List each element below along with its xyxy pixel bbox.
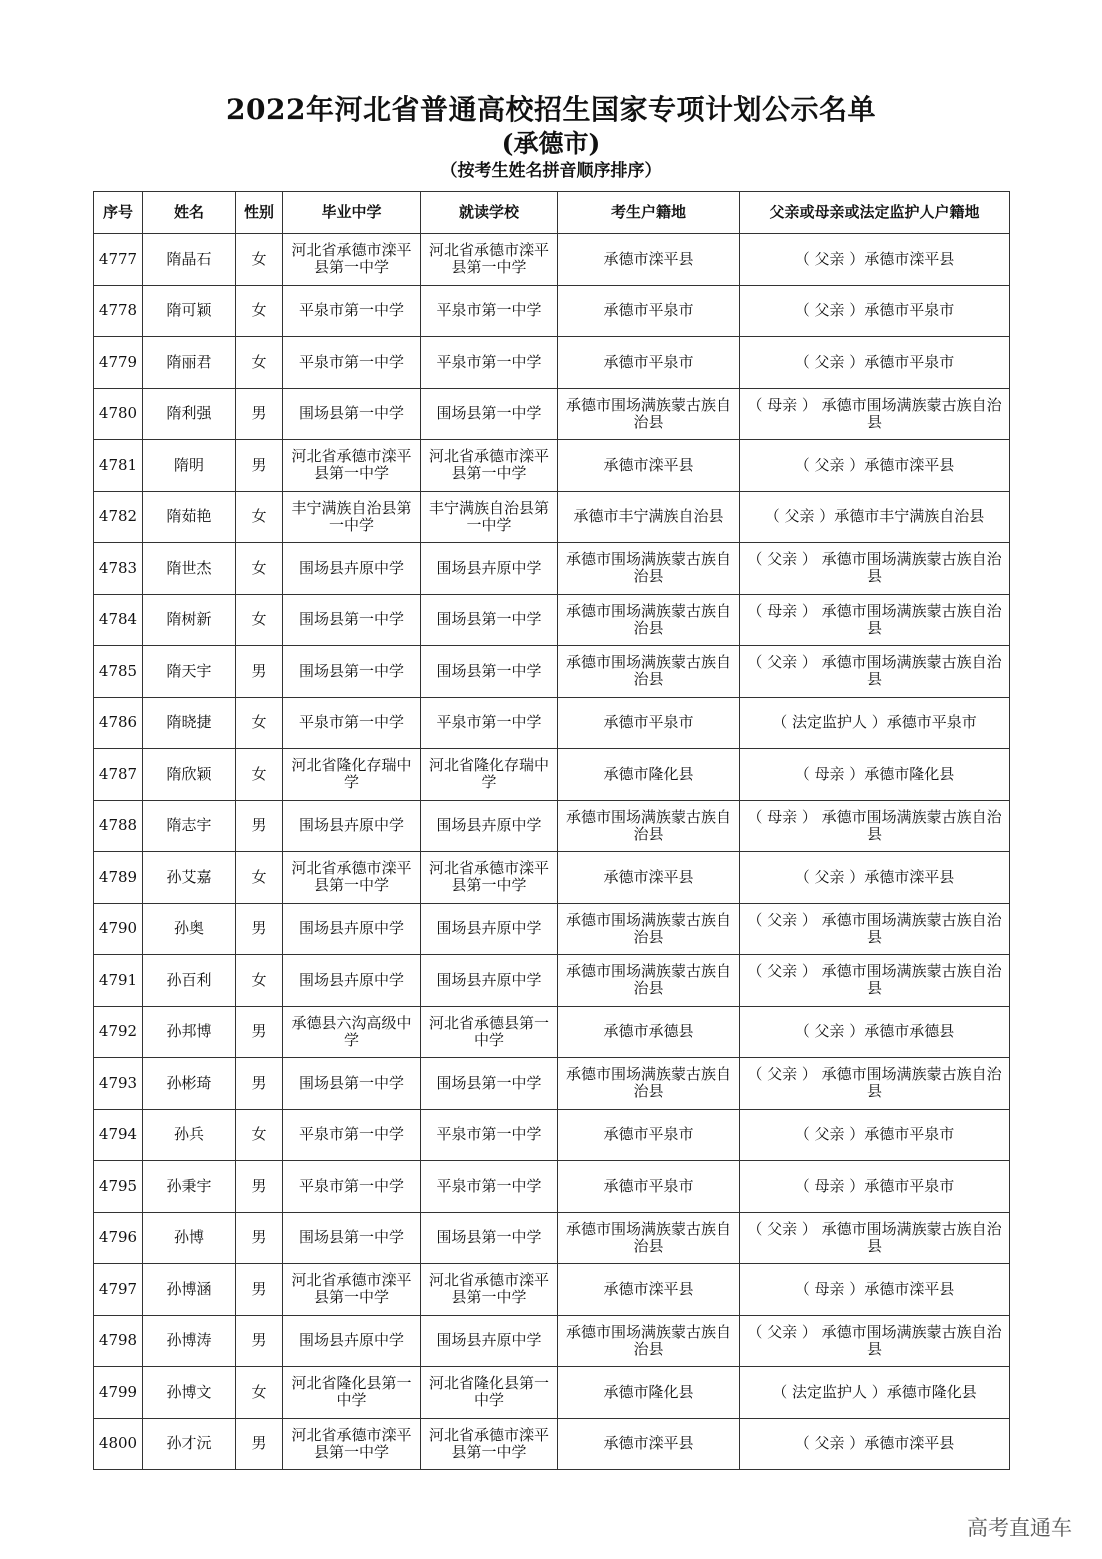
table-row bbox=[94, 388, 1010, 440]
cell-serial: 4780 bbox=[94, 388, 143, 440]
cell-gender: 女 bbox=[236, 749, 283, 801]
watermark-text: 高考直通车 bbox=[967, 1516, 1072, 1540]
cell-graduation-school: 围场县卉原中学 bbox=[283, 955, 421, 1007]
cell-graduation-school: 围场县第一中学 bbox=[283, 594, 421, 646]
cell-current-school: 围场县卉原中学 bbox=[421, 543, 558, 595]
cell-current-school: 围场县卉原中学 bbox=[421, 903, 558, 955]
cell-graduation-school: 平泉市第一中学 bbox=[283, 285, 421, 337]
cell-name: 孙博文 bbox=[143, 1367, 236, 1419]
cell-graduation-school: 围场县卉原中学 bbox=[283, 903, 421, 955]
page-title: 2022年河北省普通高校招生国家专项计划公示名单 bbox=[226, 93, 876, 126]
cell-gender: 男 bbox=[236, 440, 283, 492]
cell-guardian-hukou: （ 父亲 ） 承德市围场满族蒙古族自治县 bbox=[740, 1315, 1010, 1367]
cell-name: 隋欣颖 bbox=[143, 749, 236, 801]
cell-current-school: 围场县卉原中学 bbox=[421, 1315, 558, 1367]
cell-student-hukou: 承德市丰宁满族自治县 bbox=[558, 491, 740, 543]
cell-serial: 4778 bbox=[94, 285, 143, 337]
cell-gender: 女 bbox=[236, 852, 283, 904]
cell-name: 孙博涛 bbox=[143, 1315, 236, 1367]
cell-guardian-hukou: （ 母亲 ）承德市滦平县 bbox=[740, 1264, 1010, 1316]
header-gender: 性别 bbox=[236, 192, 283, 234]
cell-current-school: 围场县第一中学 bbox=[421, 646, 558, 698]
cell-current-school: 河北省承德市滦平县第一中学 bbox=[421, 1418, 558, 1470]
cell-graduation-school: 河北省隆化县第一中学 bbox=[283, 1367, 421, 1419]
cell-student-hukou: 承德市围场满族蒙古族自治县 bbox=[558, 955, 740, 1007]
cell-guardian-hukou: （ 父亲 ） 承德市围场满族蒙古族自治县 bbox=[740, 646, 1010, 698]
cell-gender: 女 bbox=[236, 955, 283, 1007]
cell-name: 孙奥 bbox=[143, 903, 236, 955]
cell-student-hukou: 承德市隆化县 bbox=[558, 749, 740, 801]
table-row bbox=[94, 955, 1010, 1007]
cell-serial: 4796 bbox=[94, 1212, 143, 1264]
table-row bbox=[94, 594, 1010, 646]
cell-gender: 女 bbox=[236, 234, 283, 286]
cell-gender: 男 bbox=[236, 800, 283, 852]
cell-serial: 4800 bbox=[94, 1418, 143, 1470]
cell-name: 孙兵 bbox=[143, 1109, 236, 1161]
table-header-row bbox=[94, 192, 1010, 234]
table-row bbox=[94, 1315, 1010, 1367]
cell-name: 隋晶石 bbox=[143, 234, 236, 286]
cell-gender: 男 bbox=[236, 1315, 283, 1367]
cell-gender: 女 bbox=[236, 337, 283, 389]
cell-gender: 男 bbox=[236, 1212, 283, 1264]
table-row bbox=[94, 491, 1010, 543]
cell-graduation-school: 围场县卉原中学 bbox=[283, 1315, 421, 1367]
cell-serial: 4790 bbox=[94, 903, 143, 955]
cell-student-hukou: 承德市滦平县 bbox=[558, 1418, 740, 1470]
cell-current-school: 围场县卉原中学 bbox=[421, 800, 558, 852]
cell-serial: 4792 bbox=[94, 1006, 143, 1058]
cell-guardian-hukou: （ 母亲 ） 承德市围场满族蒙古族自治县 bbox=[740, 388, 1010, 440]
cell-student-hukou: 承德市隆化县 bbox=[558, 1367, 740, 1419]
cell-gender: 女 bbox=[236, 543, 283, 595]
cell-serial: 4791 bbox=[94, 955, 143, 1007]
cell-serial: 4786 bbox=[94, 697, 143, 749]
cell-current-school: 河北省隆化存瑞中学 bbox=[421, 749, 558, 801]
table-row bbox=[94, 337, 1010, 389]
cell-graduation-school: 围场县第一中学 bbox=[283, 1058, 421, 1110]
cell-graduation-school: 河北省承德市滦平县第一中学 bbox=[283, 1418, 421, 1470]
cell-current-school: 平泉市第一中学 bbox=[421, 1109, 558, 1161]
cell-serial: 4782 bbox=[94, 491, 143, 543]
cell-serial: 4795 bbox=[94, 1161, 143, 1213]
cell-gender: 女 bbox=[236, 594, 283, 646]
cell-name: 隋丽君 bbox=[143, 337, 236, 389]
cell-gender: 男 bbox=[236, 646, 283, 698]
cell-graduation-school: 围场县第一中学 bbox=[283, 646, 421, 698]
table-row bbox=[94, 1367, 1010, 1419]
cell-current-school: 平泉市第一中学 bbox=[421, 285, 558, 337]
cell-guardian-hukou: （ 父亲 ） 承德市围场满族蒙古族自治县 bbox=[740, 955, 1010, 1007]
cell-gender: 男 bbox=[236, 903, 283, 955]
cell-serial: 4787 bbox=[94, 749, 143, 801]
cell-gender: 女 bbox=[236, 1367, 283, 1419]
cell-student-hukou: 承德市平泉市 bbox=[558, 697, 740, 749]
cell-gender: 男 bbox=[236, 1418, 283, 1470]
cell-student-hukou: 承德市围场满族蒙古族自治县 bbox=[558, 1058, 740, 1110]
cell-gender: 男 bbox=[236, 1006, 283, 1058]
cell-student-hukou: 承德市围场满族蒙古族自治县 bbox=[558, 543, 740, 595]
cell-graduation-school: 河北省隆化存瑞中学 bbox=[283, 749, 421, 801]
cell-current-school: 平泉市第一中学 bbox=[421, 697, 558, 749]
cell-graduation-school: 河北省承德市滦平县第一中学 bbox=[283, 234, 421, 286]
cell-serial: 4784 bbox=[94, 594, 143, 646]
table-row bbox=[94, 1418, 1010, 1470]
cell-name: 隋世杰 bbox=[143, 543, 236, 595]
cell-name: 隋明 bbox=[143, 440, 236, 492]
cell-name: 孙博涵 bbox=[143, 1264, 236, 1316]
table-row bbox=[94, 697, 1010, 749]
cell-graduation-school: 平泉市第一中学 bbox=[283, 1109, 421, 1161]
cell-serial: 4779 bbox=[94, 337, 143, 389]
cell-guardian-hukou: （ 法定监护人 ）承德市平泉市 bbox=[740, 697, 1010, 749]
cell-graduation-school: 承德县六沟高级中学 bbox=[283, 1006, 421, 1058]
table-row bbox=[94, 852, 1010, 904]
table-row bbox=[94, 1109, 1010, 1161]
cell-gender: 女 bbox=[236, 285, 283, 337]
cell-gender: 男 bbox=[236, 1161, 283, 1213]
cell-guardian-hukou: （ 父亲 ）承德市平泉市 bbox=[740, 1109, 1010, 1161]
cell-gender: 女 bbox=[236, 697, 283, 749]
cell-graduation-school: 平泉市第一中学 bbox=[283, 1161, 421, 1213]
cell-graduation-school: 丰宁满族自治县第一中学 bbox=[283, 491, 421, 543]
cell-guardian-hukou: （ 父亲 ）承德市滦平县 bbox=[740, 234, 1010, 286]
cell-current-school: 丰宁满族自治县第一中学 bbox=[421, 491, 558, 543]
cell-guardian-hukou: （ 父亲 ）承德市丰宁满族自治县 bbox=[740, 491, 1010, 543]
cell-gender: 男 bbox=[236, 388, 283, 440]
cell-current-school: 平泉市第一中学 bbox=[421, 1161, 558, 1213]
cell-serial: 4789 bbox=[94, 852, 143, 904]
cell-current-school: 河北省承德市滦平县第一中学 bbox=[421, 1264, 558, 1316]
header-name: 姓名 bbox=[143, 192, 236, 234]
cell-student-hukou: 承德市围场满族蒙古族自治县 bbox=[558, 388, 740, 440]
cell-name: 孙邦博 bbox=[143, 1006, 236, 1058]
cell-student-hukou: 承德市平泉市 bbox=[558, 285, 740, 337]
cell-guardian-hukou: （ 父亲 ）承德市平泉市 bbox=[740, 337, 1010, 389]
table-row bbox=[94, 1161, 1010, 1213]
cell-student-hukou: 承德市平泉市 bbox=[558, 1109, 740, 1161]
cell-guardian-hukou: （ 父亲 ）承德市滦平县 bbox=[740, 440, 1010, 492]
table-row bbox=[94, 646, 1010, 698]
cell-name: 隋树新 bbox=[143, 594, 236, 646]
cell-graduation-school: 平泉市第一中学 bbox=[283, 697, 421, 749]
cell-serial: 4793 bbox=[94, 1058, 143, 1110]
cell-name: 孙才沅 bbox=[143, 1418, 236, 1470]
cell-guardian-hukou: （ 法定监护人 ）承德市隆化县 bbox=[740, 1367, 1010, 1419]
cell-gender: 男 bbox=[236, 1058, 283, 1110]
cell-gender: 女 bbox=[236, 1109, 283, 1161]
cell-serial: 4788 bbox=[94, 800, 143, 852]
table-row bbox=[94, 1058, 1010, 1110]
cell-student-hukou: 承德市围场满族蒙古族自治县 bbox=[558, 1212, 740, 1264]
cell-current-school: 河北省承德市滦平县第一中学 bbox=[421, 440, 558, 492]
cell-name: 隋利强 bbox=[143, 388, 236, 440]
cell-student-hukou: 承德市滦平县 bbox=[558, 440, 740, 492]
roster-table bbox=[93, 191, 1010, 1470]
cell-graduation-school: 河北省承德市滦平县第一中学 bbox=[283, 1264, 421, 1316]
cell-graduation-school: 围场县第一中学 bbox=[283, 388, 421, 440]
cell-name: 孙百利 bbox=[143, 955, 236, 1007]
cell-serial: 4781 bbox=[94, 440, 143, 492]
table-row bbox=[94, 285, 1010, 337]
cell-name: 孙彬琦 bbox=[143, 1058, 236, 1110]
cell-gender: 女 bbox=[236, 491, 283, 543]
cell-graduation-school: 平泉市第一中学 bbox=[283, 337, 421, 389]
cell-current-school: 河北省承德市滦平县第一中学 bbox=[421, 852, 558, 904]
cell-serial: 4794 bbox=[94, 1109, 143, 1161]
cell-guardian-hukou: （ 父亲 ）承德市承德县 bbox=[740, 1006, 1010, 1058]
table-row bbox=[94, 903, 1010, 955]
table-row bbox=[94, 1006, 1010, 1058]
cell-guardian-hukou: （ 母亲 ）承德市平泉市 bbox=[740, 1161, 1010, 1213]
cell-name: 孙博 bbox=[143, 1212, 236, 1264]
cell-guardian-hukou: （ 父亲 ）承德市滦平县 bbox=[740, 1418, 1010, 1470]
cell-student-hukou: 承德市滦平县 bbox=[558, 234, 740, 286]
cell-current-school: 河北省隆化县第一中学 bbox=[421, 1367, 558, 1419]
cell-serial: 4799 bbox=[94, 1367, 143, 1419]
table-row bbox=[94, 440, 1010, 492]
cell-name: 隋茹艳 bbox=[143, 491, 236, 543]
cell-name: 隋天宇 bbox=[143, 646, 236, 698]
cell-graduation-school: 围场县卉原中学 bbox=[283, 543, 421, 595]
cell-name: 隋志宇 bbox=[143, 800, 236, 852]
cell-name: 孙艾嘉 bbox=[143, 852, 236, 904]
cell-guardian-hukou: （ 母亲 ） 承德市围场满族蒙古族自治县 bbox=[740, 800, 1010, 852]
cell-name: 隋晓捷 bbox=[143, 697, 236, 749]
cell-current-school: 平泉市第一中学 bbox=[421, 337, 558, 389]
cell-current-school: 河北省承德县第一中学 bbox=[421, 1006, 558, 1058]
cell-name: 孙秉宇 bbox=[143, 1161, 236, 1213]
cell-student-hukou: 承德市滦平县 bbox=[558, 1264, 740, 1316]
cell-student-hukou: 承德市平泉市 bbox=[558, 337, 740, 389]
cell-current-school: 围场县第一中学 bbox=[421, 1058, 558, 1110]
table-row bbox=[94, 234, 1010, 286]
cell-guardian-hukou: （ 父亲 ）承德市平泉市 bbox=[740, 285, 1010, 337]
cell-student-hukou: 承德市围场满族蒙古族自治县 bbox=[558, 646, 740, 698]
cell-current-school: 围场县第一中学 bbox=[421, 388, 558, 440]
cell-current-school: 围场县第一中学 bbox=[421, 1212, 558, 1264]
cell-guardian-hukou: （ 父亲 ） 承德市围场满族蒙古族自治县 bbox=[740, 1058, 1010, 1110]
cell-name: 隋可颖 bbox=[143, 285, 236, 337]
sort-note: （按考生姓名拼音顺序排序） bbox=[440, 161, 662, 181]
cell-serial: 4777 bbox=[94, 234, 143, 286]
cell-guardian-hukou: （ 母亲 ） 承德市围场满族蒙古族自治县 bbox=[740, 594, 1010, 646]
table-row bbox=[94, 1264, 1010, 1316]
cell-current-school: 围场县第一中学 bbox=[421, 594, 558, 646]
cell-gender: 男 bbox=[236, 1264, 283, 1316]
table-row bbox=[94, 543, 1010, 595]
cell-serial: 4783 bbox=[94, 543, 143, 595]
table-row bbox=[94, 1212, 1010, 1264]
cell-guardian-hukou: （ 父亲 ） 承德市围场满族蒙古族自治县 bbox=[740, 543, 1010, 595]
cell-graduation-school: 围场县第一中学 bbox=[283, 1212, 421, 1264]
cell-student-hukou: 承德市平泉市 bbox=[558, 1161, 740, 1213]
cell-current-school: 河北省承德市滦平县第一中学 bbox=[421, 234, 558, 286]
cell-guardian-hukou: （ 母亲 ）承德市隆化县 bbox=[740, 749, 1010, 801]
header-guardian-hukou: 父亲或母亲或法定监护人户籍地 bbox=[740, 192, 1010, 234]
header-serial: 序号 bbox=[94, 192, 143, 234]
cell-student-hukou: 承德市围场满族蒙古族自治县 bbox=[558, 1315, 740, 1367]
cell-student-hukou: 承德市围场满族蒙古族自治县 bbox=[558, 594, 740, 646]
cell-student-hukou: 承德市围场满族蒙古族自治县 bbox=[558, 800, 740, 852]
cell-graduation-school: 河北省承德市滦平县第一中学 bbox=[283, 852, 421, 904]
cell-student-hukou: 承德市承德县 bbox=[558, 1006, 740, 1058]
cell-guardian-hukou: （ 父亲 ） 承德市围场满族蒙古族自治县 bbox=[740, 903, 1010, 955]
header-student-hukou: 考生户籍地 bbox=[558, 192, 740, 234]
cell-serial: 4785 bbox=[94, 646, 143, 698]
table-row bbox=[94, 749, 1010, 801]
cell-current-school: 围场县卉原中学 bbox=[421, 955, 558, 1007]
cell-graduation-school: 围场县卉原中学 bbox=[283, 800, 421, 852]
cell-serial: 4797 bbox=[94, 1264, 143, 1316]
cell-student-hukou: 承德市围场满族蒙古族自治县 bbox=[558, 903, 740, 955]
table-row bbox=[94, 800, 1010, 852]
cell-serial: 4798 bbox=[94, 1315, 143, 1367]
header-graduation-school: 毕业中学 bbox=[283, 192, 421, 234]
cell-student-hukou: 承德市滦平县 bbox=[558, 852, 740, 904]
city-subtitle: (承德市) bbox=[501, 129, 601, 158]
cell-guardian-hukou: （ 父亲 ）承德市滦平县 bbox=[740, 852, 1010, 904]
header-current-school: 就读学校 bbox=[421, 192, 558, 234]
cell-guardian-hukou: （ 父亲 ） 承德市围场满族蒙古族自治县 bbox=[740, 1212, 1010, 1264]
cell-graduation-school: 河北省承德市滦平县第一中学 bbox=[283, 440, 421, 492]
